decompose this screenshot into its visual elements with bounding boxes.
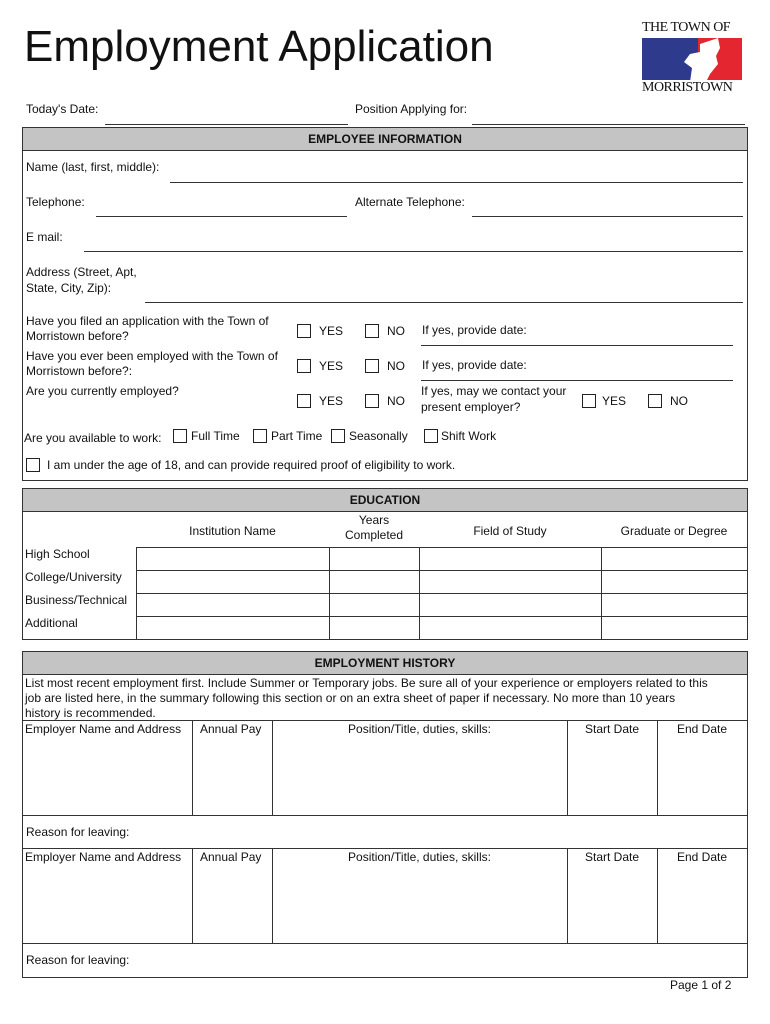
todays-date-label: Today's Date: <box>26 102 99 116</box>
position-field[interactable] <box>472 124 745 125</box>
edu-row-high-school: High School <box>25 547 90 561</box>
q1-no-checkbox[interactable] <box>365 324 379 338</box>
town-logo <box>640 20 746 96</box>
q1-label-2: Morristown before? <box>26 329 129 343</box>
alt-telephone-label: Alternate Telephone: <box>355 195 465 209</box>
page-number: Page 1 of 2 <box>670 978 732 992</box>
address-label-2: State, City, Zip): <box>26 281 112 295</box>
q3-yes-label: YES <box>319 394 344 408</box>
col-degree: Graduate or Degree <box>620 524 728 538</box>
q3-yes-checkbox[interactable] <box>297 394 311 408</box>
under-18-label: I am under the age of 18, and can provide required proof of eligibility to work. <box>47 458 456 472</box>
col-employer: Employer Name and Address <box>25 722 182 736</box>
seasonally-label: Seasonally <box>349 429 408 443</box>
email-label: E mail: <box>26 230 63 244</box>
col-end: End Date <box>676 850 728 864</box>
contact-no-label: NO <box>670 394 688 408</box>
q2-yes-checkbox[interactable] <box>297 359 311 373</box>
contact-no-checkbox[interactable] <box>648 394 662 408</box>
name-label: Name (last, first, middle): <box>26 160 160 174</box>
address-label-1: Address (Street, Apt, <box>26 265 137 279</box>
q2-date-label: If yes, provide date: <box>422 358 527 372</box>
employment-header: EMPLOYMENT HISTORY <box>22 651 748 675</box>
available-label: Are you available to work: <box>24 431 162 445</box>
part-time-checkbox[interactable] <box>253 429 267 443</box>
q1-yes-checkbox[interactable] <box>297 324 311 338</box>
col-institution: Institution Name <box>189 524 276 538</box>
col-position: Position/Title, duties, skills: <box>348 850 491 864</box>
q1-label-1: Have you filed an application with the Town of <box>26 314 269 328</box>
name-field[interactable] <box>170 182 743 183</box>
contact-yes-label: YES <box>602 394 627 408</box>
todays-date-field[interactable] <box>105 124 348 125</box>
contact-label-1: If yes, may we contact your <box>421 384 567 398</box>
contact-label-2: present employer? <box>421 400 521 414</box>
col-years-1: Years <box>358 513 390 527</box>
position-label: Position Applying for: <box>355 102 468 116</box>
shift-work-checkbox[interactable] <box>424 429 438 443</box>
edu-row-additional: Additional <box>25 616 78 630</box>
full-time-label: Full Time <box>191 429 240 443</box>
intro-line-3: history is recommended. <box>25 706 156 720</box>
part-time-label: Part Time <box>271 429 323 443</box>
q2-yes-label: YES <box>319 359 344 373</box>
col-position: Position/Title, duties, skills: <box>348 722 491 736</box>
reason-label: Reason for leaving: <box>26 825 130 839</box>
col-end: End Date <box>676 722 728 736</box>
logo-top-text: THE TOWN OF <box>642 20 731 35</box>
col-years-2: Completed <box>344 528 404 542</box>
q3-no-checkbox[interactable] <box>365 394 379 408</box>
seasonally-checkbox[interactable] <box>331 429 345 443</box>
reason-label: Reason for leaving: <box>26 953 130 967</box>
edu-row-college: College/University <box>25 570 122 584</box>
edu-row-business: Business/Technical <box>25 593 128 607</box>
education-header: EDUCATION <box>22 488 748 512</box>
telephone-field[interactable] <box>96 216 347 217</box>
q1-date-field[interactable] <box>421 345 733 346</box>
q2-date-field[interactable] <box>421 380 733 381</box>
q1-no-label: NO <box>387 324 405 338</box>
email-field[interactable] <box>84 251 743 252</box>
q2-no-checkbox[interactable] <box>365 359 379 373</box>
logo-bottom-text: MORRISTOWN <box>642 80 733 95</box>
under-18-checkbox[interactable] <box>26 458 40 472</box>
q2-label-2: Morristown before?: <box>26 364 133 378</box>
address-field[interactable] <box>145 302 743 303</box>
intro-line-2: job are listed here, in the summary following this section or on an extra sheet of paper if necessary. No more than 10 years <box>25 691 676 705</box>
intro-line-1: List most recent employment first. Include Summer or Temporary jobs. Be sure all of your experience or employers related to this <box>25 676 708 690</box>
shift-work-label: Shift Work <box>441 429 497 443</box>
q3-no-label: NO <box>387 394 405 408</box>
q1-date-label: If yes, provide date: <box>422 323 527 337</box>
full-time-checkbox[interactable] <box>173 429 187 443</box>
q3-label: Are you currently employed? <box>26 384 179 398</box>
col-start: Start Date <box>584 722 640 736</box>
employee-section <box>22 127 748 481</box>
col-field: Field of Study <box>473 524 547 538</box>
col-start: Start Date <box>584 850 640 864</box>
col-employer: Employer Name and Address <box>25 850 182 864</box>
q2-no-label: NO <box>387 359 405 373</box>
q2-label-1: Have you ever been employed with the Town of <box>26 349 278 363</box>
contact-yes-checkbox[interactable] <box>582 394 596 408</box>
alt-telephone-field[interactable] <box>472 216 743 217</box>
page-title: Employment Application <box>24 22 494 71</box>
q1-yes-label: YES <box>319 324 344 338</box>
col-pay: Annual Pay <box>200 722 262 736</box>
employee-header: EMPLOYEE INFORMATION <box>22 127 748 151</box>
telephone-label: Telephone: <box>26 195 85 209</box>
col-pay: Annual Pay <box>200 850 262 864</box>
